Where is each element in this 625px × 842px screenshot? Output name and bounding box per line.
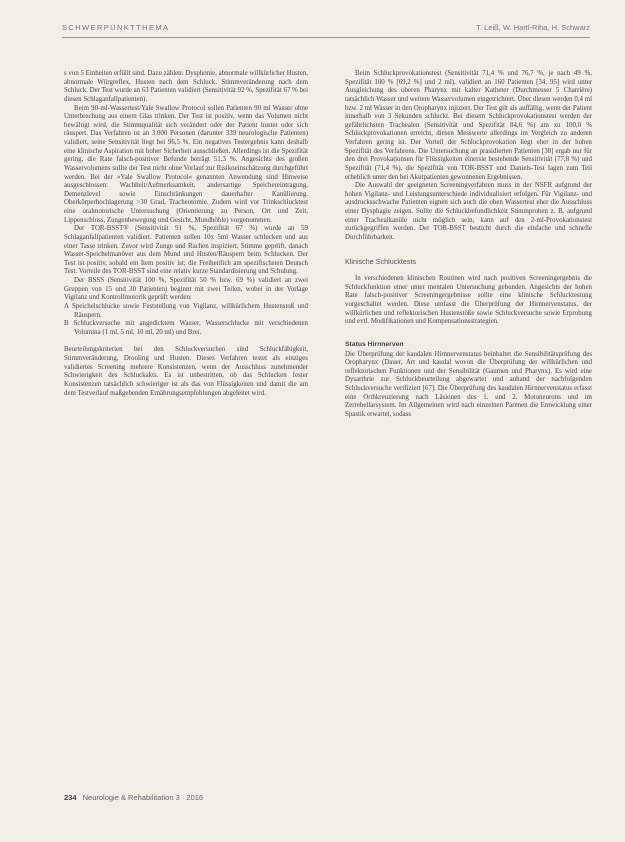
list-item: A Speichelschlucke sowie Feststellung von Vigilanz, willkürlichem Hustenstoß und Räuspern. [64,302,308,319]
paragraph: Beim 90-ml-Wassertest/Yale Swallow Protocol sollen Patienten 90 ml Wasser ohne Unterbrechung aus einem Glas trinken. Der Test ist positiv, wenn das Volumen nicht bewältigt wird, die Stimmqualität sich verändert oder der Patient hustet oder sich räuspert. Das Verfahren ist an 3.000 Personen (darunter 339 neurologische Patienten) validiert, seine Sensitivität liegt bei 96,5 %. Ein negatives Testergebnis kann deshalb eine klinische Aspiration mit hoher Sicherheit ausschließen. Allerdings ist die Spezifität gering, die Rate falsch-positiver Befunde beträgt 51,3 %. Angesichts des großen Wasservolumens sollte der Test nicht ohne Vorlauf zur Risikoeinschätzung durchgeführt werden. Bei der »Yale Swallow Protocol« genannten Anwendung sind Hinweise ausgeschlossen: Wachheit/Aufmerksamkeit, andersartige Speichereintragung, Demenzlevel sowie Einschränkungen dauerhafter Kanülierung. Oberkörperhochlagerung >30 Grad, Tracheotomie. Zudem wird vor Trinkschlucktest eine oralmotorische Untersuchung (Orientierung zu Person, Ort und Zeit, Lippenschluss, Zungenbewegung und Gesicht, Mundhöhle) vorgenommen. [64,104,308,224]
page-footer [64,793,203,802]
journal-name: Neurologie & Rehabilitation 3 · 2016 [82,793,204,802]
list-item: B Schluckversuche mit angedicktem Wasser, Wasserschlucke mit verschiedenen Volumina (1 ml, 5 ml, 10 ml, 20 ml) und Brei. [64,320,308,336]
paragraph: Der BSSS (Sensitivität 100 %, Spezifität 50 % bzw. 69 %) validiert an zwei Gruppen von 15 und 30 Patienten) beginnt mit zwei Teilen, wobei in der Vorlage Vigilanz und Kontrollmotorik geprüft werden: [64,277,308,302]
header-authors: T. Leiß, W. Hartl-Riha, H. Schwarz [476,23,590,32]
left-column [64,70,308,398]
paragraph: Der TOR-BSST® (Sensitivität 91 %, Spezifität 67 %) wurde an 59 Schlaganfallpatienten validiert. Patienten sollen 10x 5ml Wasser schlucken und aus einer Tasse trinken. Zuvor wird Zunge und Rachen inspiziert, Stimme geprüft, danach Wasser-Speichelmanöver aus dem Mund und Husten/Räuspern beim Schlucken. Der Test ist positiv, sobald ein Item positiv ist; die Freiheitlich am spezifischsten Deutsch Test. Vorteile des TOR-BSST sind eine relativ kurze Standardisierung und Schulung. [64,225,308,276]
procedure-list [64,303,308,338]
page-number: 234 [64,793,77,802]
paragraph: Die Überprüfung der kaudalen Hirnnervenstatus beinhaltet die Sensibilitätsprüfung des Oropharynx (Dauer, Art und kaudal wovon die Überprüfung der willkürlichen und reflektorischen Funktionen und der Sensibilität (Gaumen und Pharynx). Es wird eine Dysarthrie zur Schluckbeurteilung abgewartet und anhand der nachfolgenden Schluckversuche verifiziert [67]. Die Überprüfung des kaudalen Hirnnervenstatus erfasst eine Orthkreuzierung nach Läsionen des 1. und 2. Motoneurons und im Zerrebellarsystem. Im Allgemeinen wird nach einzelnen Parenen die Entwicklung einer Spastik erwartet, sodass [345,350,592,418]
paragraph: Die Auswahl der geeigneten Screeningverfahren muss in der NSFR aufgrund der hohen Vigilanz- und Leistungsunterschiede individualisiert erfolgen. Für Vigilanz- und ausdrucksschwache Patienten eignen sich auch die oben Wassertest eher die Ausschluss einer Dysphagie zeigen. Sollte die Schluckbefundlichkeit Stimmproben z. B. aufgrund einer Trachealkanüle nicht möglich sein, kann auf den 2-ml-Provokationstest zurückgegriffen werden. Der TOR-BSST besticht durch die einfache und schnelle Durchführbarkeit. [345,182,592,241]
section-heading: Klinische Schlucktests [345,256,417,266]
subsection-heading: Status Hirnnerven [345,340,404,348]
paragraph: s von 5 Einheiten erfüllt sind. Dazu zählen: Dysphonie, abnormale willkürlicher Husten, abnormale Würgreflex, Husten nach dem Schluck, Stimmveränderung nach dem Schluck. Der Test wurde an 63 Patienten validiert (Sensitivität 92 %, Spezifität 67 % bei diesen Schlaganfallpatienten). [64,70,308,103]
paragraph: In verschiedenen klinischen Routinen wird nach positiven Screeningergebnis die Schluckfunktion einer unter mentalen Untersuchung gebunden. Angesichts der hohen Rate falsch-positiver Screeningergebnisse sollte eine klinische Schlucktestung vorgeschaltet werden. Diese umfasst die Überprüfung der Hirnnervenstatus, der willkürlichen und reflektorischen Hustenstöße sowie Schluckversuche sowie Erprobung und evtl. Modifikationen und Kompensationsstrategien. [345,275,592,326]
running-header [62,22,590,38]
paragraph: Beim Schluckprovokationstest (Sensitivität 71,4 % und 76,7 %, je nach 49 %, Spezifität 100 % [69,2 %] und 2 ml), validiert an 160 Patienten [34, 95] wird unter Ausgleichung des oberen Pharynx mit kalter Katheter (Durchmesser 5 Charrière) tatsächlich Wasser und weitere Wasservolumen eingetrichtert. Über diesen werden 0,4 ml bzw. 2 ml Wasser in den Oropharynx injiziert. Der Test gilt als auffällig, wenn der Patient innerhalb von 3 Sekunden schluckt. Bei diesem Schluckprovokationstest werden der gefährlichsten Trachealen (Sensitivität und Spezifität 84,6 %) am zu 100,0 % Schluckprovokationen erreicht, diesen Messwerte allerdings im Vergleich zu anderen Verfahren gering ist. Der Vorteil der Schluckprovokation liegt eher in der hohen Spezifität des Verfahrens. Die Untersuchung an prasidierten Patienten [38] ergab nur für den drei Provokationsen für Flüssigkeiten einersie bestehende Sensitivität (77,8 %) und Spezifität (71,4 %), die Spezifität von TOR-BSST und Daniels-Test lagen zum Teil erheblich unter den bei Akutpatienten gewonnenen Ergebnissen. [345,70,592,181]
paragraph: Beurteilungskriterien bei den Schluckversuchen sind Schluckfähigkeit, Stimmveränderung, Drooling und Husten. Dieses Verfahren testet als einziges validiertes Screening mehrere Konsistenzen, wenn der Ausschluss zunehmender Schwierigkeit des Schluckakts. Es ist unbestritten, ob das Schlucken fester Konsistenzen tatsächlich schwieriger ist als das von Flüssigkeiten und damit die am dem Testverlauf maßgebenden Ernährungsempfehlungen abgeleitet wird. [64,346,308,397]
right-column [345,70,592,420]
section-label: SCHWERPUNKTTHEMA [62,23,170,32]
